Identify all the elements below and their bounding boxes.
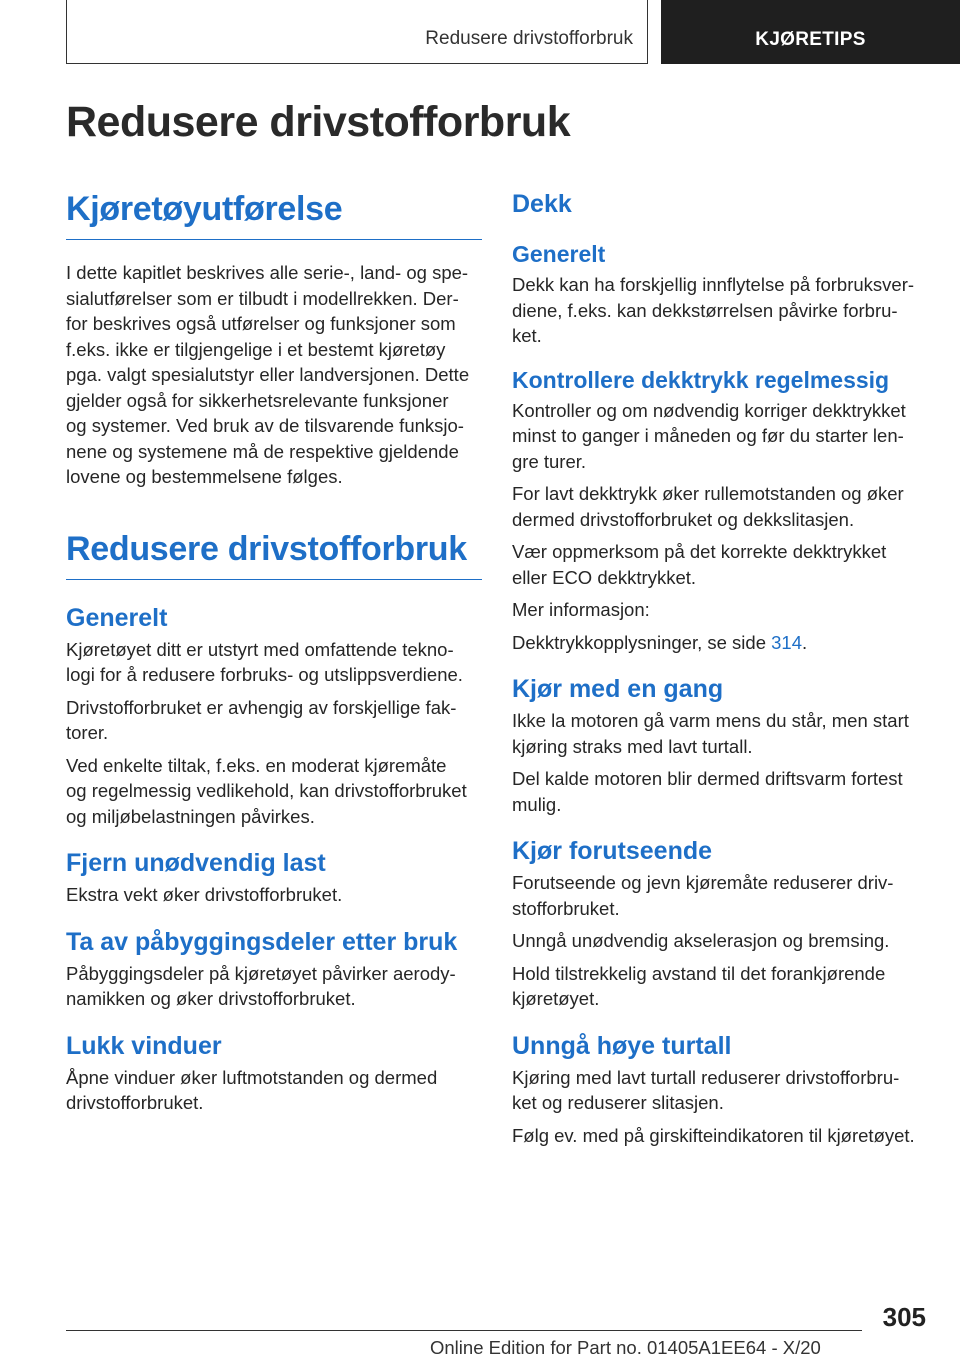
paragraph: Del kalde motoren blir dermed driftsvarm fortest mulig. [512,768,903,815]
paragraph: Hold tilstrekkelig avstand til det forankjørende kjøretøyet. [512,962,886,1009]
section-title-redusere: Redusere drivstofforbruk [66,530,482,580]
header-chapter-label: KJØRETIPS [755,29,866,50]
footer-divider [66,1330,862,1331]
page-link-314[interactable]: 314 [771,631,802,653]
paragraph: Mer informasjon: [512,599,650,620]
paragraph: Påbyggingsdeler på kjøretøyet påvirker aerody- namikken og øker drivstofforbruket. [66,962,456,1009]
left-column [66,190,482,1116]
subsection-title-kontroll-dekktrykk: Kontrollere dekktrykk regelmessig [512,366,890,393]
section-body-kjoretoyutforelse: I dette kapitlet beskrives alle serie-, land- og spe- sialutførelser som er tilbudt i modellrekken. Der- for beskrives også utførelser og funksjoner som f.eks. ikke er tilgjengelige i et bestemt kjøretøy pga. valgt spesialutstyr eller landversjonen. Dette gjelder også for sikkerhetsrelevante funksjoner og systemer. Ved bruk av de tilsvarende funksjo- nene og systemene må de respektive gjeldende lovene og bestemmelsene følges. [66,262,470,487]
paragraph: Ved enkelte tiltak, f.eks. en moderat kjøremåte og regelmessig vedlikehold, kan drivstofforbruket og miljøbelastningen påvirkes. [66,754,467,827]
subsection-title-unnga-hoye-turtall: Unngå høye turtall [512,1031,732,1060]
subsection-title-lukk-vinduer: Lukk vinduer [66,1031,222,1060]
paragraph: Kontroller og om nødvendig korriger dekktrykket minst to ganger i måneden og før du starter len- gre turer. [512,399,906,472]
cross-reference: Dekktrykkopplysninger, se side 314. [512,631,808,653]
paragraph: Unngå unødvendig akselerasjon og bremsing. [512,930,890,951]
page-number: 305 [882,1302,926,1332]
paragraph: Kjøretøyet ditt er utstyrt med omfattende tekno- logi for å redusere forbruks- og utslippsverdiene. [66,638,463,685]
right-column [512,190,926,1148]
header-chapter-tab[interactable] [661,0,960,64]
paragraph: Følg ev. med på girskifteindikatoren til kjøretøyet. [512,1124,915,1146]
page-title: Redusere drivstofforbruk [66,98,571,146]
subsection-title-fjern-last: Fjern unødvendig last [66,849,326,877]
paragraph: For lavt dekktrykk øker rullemotstanden og øker dermed drivstofforbruket og dekkslitasjen. [512,483,904,530]
paragraph: Åpne vinduer øker luftmotstanden og dermed drivstofforbruket. [66,1066,438,1113]
paragraph: Dekk kan ha forskjellig innflytelse på forbruksver- diene, f.eks. kan dekkstørrelsen påvirke forbru- ket. [512,274,915,346]
subsection-title-kjor-med-en-gang: Kjør med en gang [512,675,724,703]
header-frame [66,0,648,64]
section-title-kjoretoyutforelse: Kjøretøyutførelse [66,190,482,240]
paragraph: Forutseende og jevn kjøremåte reduserer driv- stofforbruket. [512,872,894,919]
paragraph: Ikke la motoren gå varm mens du står, men start kjøring straks med lavt turtall. [512,710,909,757]
footer-edition: Online Edition for Part no. 01405A1EE64 - X/20 [430,1337,821,1358]
subsection-title-generelt: Generelt [512,241,606,267]
paragraph: Kjøring med lavt turtall reduserer drivstofforbru- ket og reduserer slitasjen. [512,1066,900,1113]
subsection-title-pabyggingsdeler: Ta av påbyggingsdeler etter bruk [66,927,458,956]
paragraph: Drivstofforbruket er avhengig av forskjellige fak- torer. [66,696,457,743]
subsection-title-kjor-forutseende: Kjør forutseende [512,837,713,865]
header-title: Redusere drivstofforbruk [425,28,633,49]
paragraph: Vær oppmerksom på det korrekte dekktrykket eller ECO dekktrykket. [512,541,887,588]
subsection-title-generelt: Generelt [66,603,168,632]
section-title-dekk: Dekk [512,190,572,218]
paragraph: Ekstra vekt øker drivstofforbruket. [66,884,343,905]
